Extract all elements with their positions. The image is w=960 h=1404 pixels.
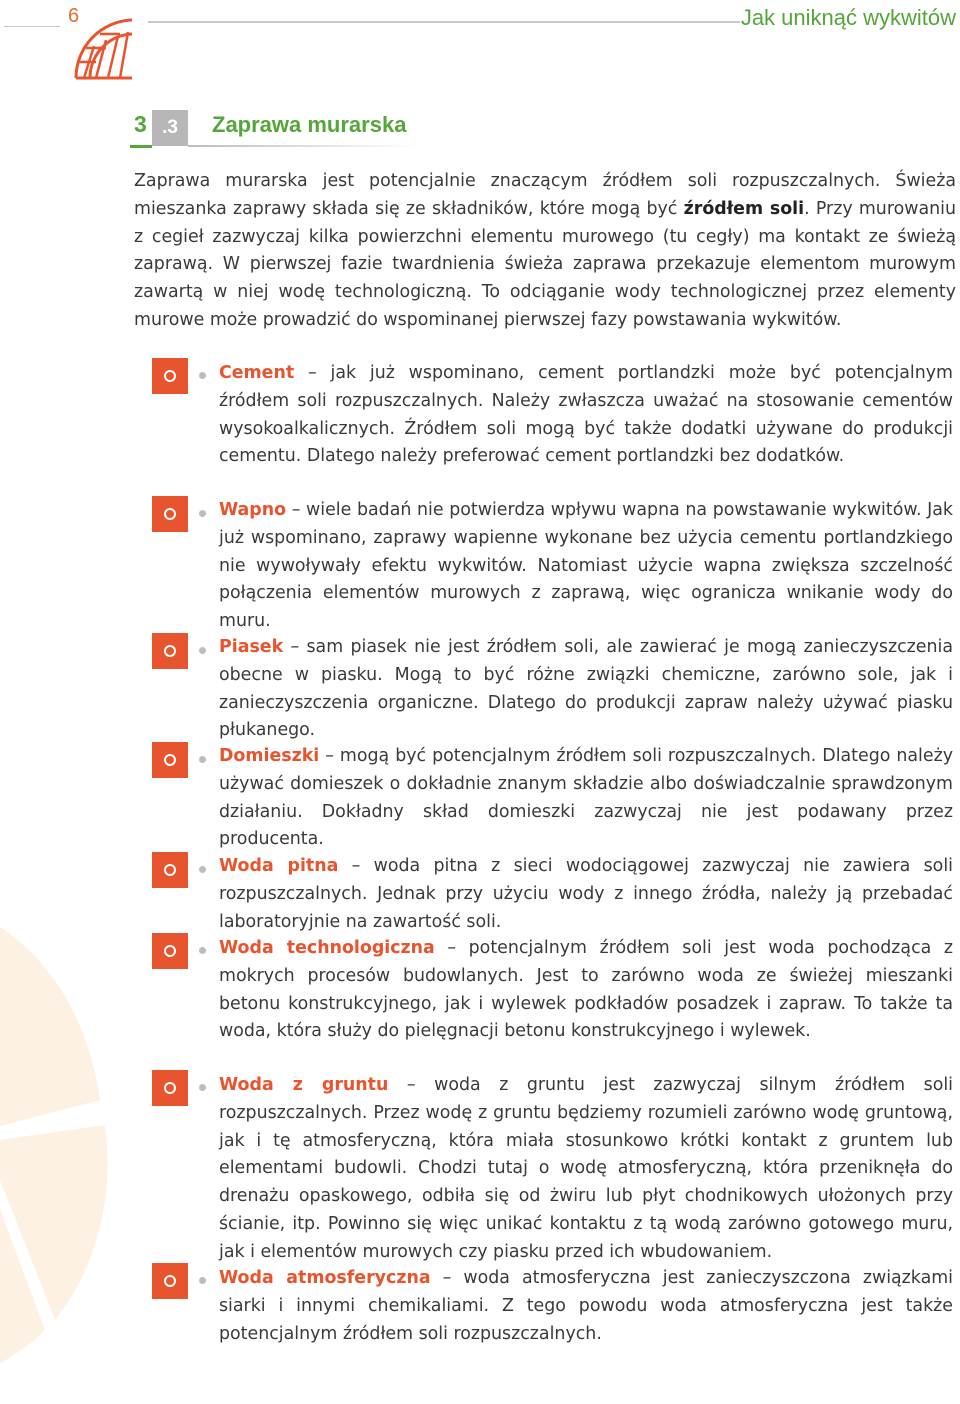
bullet-marker-icon (152, 742, 188, 778)
list-item-description: – woda pitna z sieci wodociągowej zazwyczaj nie zawiera soli rozpuszczalnych. Jednak przy użyciu wody z innego źródła, należy ją przebadać laboratoryjnie na zawartość soli. (219, 856, 953, 932)
section-rule-grey (188, 145, 418, 147)
bullet-marker-icon (152, 1070, 188, 1106)
section-title: Zaprawa murarska (212, 112, 407, 137)
bullet-marker-icon (152, 358, 188, 394)
list-item-term: Domieszki (219, 746, 320, 766)
list-item-text (219, 634, 953, 745)
header-rule-left (4, 26, 60, 27)
bullet-marker-icon (152, 1263, 188, 1299)
list-item-description: – jak już wspominano, cement portlandzki może być potencjalnym źródłem soli rozpuszczalnych. Należy zwłaszcza uważać na stosowanie cementów wysokoalkalicznych. Źródłem soli mogą być także dodatki używane do produkcji cementu. Dlatego należy preferować cement portlandzki bez dodatków. (219, 363, 953, 467)
list-item-description: – woda z gruntu jest zazwyczaj silnym źródłem soli rozpuszczalnych. Przez wodę z gruntu będziemy rozumieli zarówno wodę gruntową, jak i tę atmosferyczną, która miała stosunkowo krótki kontakt z gruntem lub elementami budowli. Chodzi tutaj o wodę atmosferyczną, która przeniknęła do drenażu opaskowego, odbiła się od żwiru lub płyt chodnikowych ułożonych przy ścianie, itp. Powinno się więc unikać kontaktu z tą wodą zarówno gotowego muru, jak i elementów murowych czy piasku przed ich wbudowaniem. (219, 1075, 953, 1262)
section-subnumber: .3 (152, 110, 188, 146)
list-item-term: Wapno (219, 500, 287, 520)
section-rule-green (130, 145, 152, 148)
list-item-description: – wiele badań nie potwierdza wpływu wapna na powstawanie wykwitów. Jak już wspominano, zaprawy wapienne wykonane bez użycia cementu portlandzkiego nie wywoływały efektu wykwitów. Natomiast użycie wapna zwiększa szczelność połączenia elementów murowych z zaprawą, więc ogranicza wnikanie wody do muru. (219, 500, 953, 632)
list-item-term: Cement (219, 363, 295, 383)
bullet-dot-icon (199, 866, 206, 873)
list-item-text (219, 497, 953, 636)
bullet-marker-icon (152, 852, 188, 888)
list-item-term: Woda atmosferyczna (219, 1268, 431, 1288)
list-item-term: Woda pitna (219, 856, 339, 876)
list-item-description: – woda atmosferyczna jest zanieczyszczona związkami siarki i innymi chemikaliami. Z tego powodu woda atmosferyczna jest także potencjalnym źródłem soli rozpuszczalnych. (219, 1268, 953, 1344)
bullet-marker-icon (152, 496, 188, 532)
header-title: Jak uniknąć wykwitów (740, 5, 956, 30)
intro-text-1: Zaprawa murarska jest potencjalnie znaczącym źródłem soli rozpuszczalnych. Świeża mieszanka zaprawy składa się ze składników, które mogą być (134, 171, 956, 219)
section-number: 3 (134, 111, 147, 137)
list-item-term: Woda technologiczna (219, 938, 435, 958)
bullet-marker-icon (152, 933, 188, 969)
bullet-dot-icon (199, 1084, 206, 1091)
list-item-description: – potencjalnym źródłem soli jest woda pochodząca z mokrych procesów budowlanych. Jest to zarówno woda ze świeżej mieszanki betonu konstrukcyjnego, jak i wylewek podkładów posadzek i zapraw. To także ta woda, która służy do pielęgnacji betonu konstrukcyjnego i wylewek. (219, 938, 953, 1042)
bullet-dot-icon (199, 510, 206, 517)
list-item-text (219, 743, 953, 854)
intro-text-2: . Przy murowaniu z cegieł zazwyczaj kilka powierzchni elementu murowego (tu cegły) ma kontakt ze świeżą zaprawą. W pierwszej fazie twardnienia świeża zaprawa przekazuje elementom murowym zawartą w niej wodę technologiczną. To odciąganie wody technologicznej przez elementy murowe może prowadzić do wspominanej pierwszej fazy powstawania wykwitów. (134, 198, 956, 330)
page-number: 6 (68, 5, 80, 27)
intro-bold: źródłem soli (683, 198, 805, 219)
list-item-text (219, 360, 953, 471)
watermark-graphic (0, 880, 125, 1400)
bullet-dot-icon (199, 756, 206, 763)
bullet-dot-icon (199, 647, 206, 654)
list-item-description: – sam piasek nie jest źródłem soli, ale zawierać je mogą zanieczyszczenia obecne w piasku. Mogą to być różne związki chemiczne, zarówno sole, jak i zanieczyszczenia organiczne. Dlatego do produkcji zapraw należy używać piasku płukanego. (219, 637, 953, 741)
list-item-text (219, 1265, 953, 1348)
list-item-description: – mogą być potencjalnym źródłem soli rozpuszczalnych. Dlatego należy używać domieszek o dokładnie znanym składzie albo doświadczalnie sprawdzonym działaniu. Dokładny skład domieszki zazwyczaj nie jest podawany przez producenta. (219, 746, 953, 850)
list-item-text (219, 935, 953, 1046)
bullet-marker-icon (152, 633, 188, 669)
bullet-dot-icon (199, 1277, 206, 1284)
list-item-term: Piasek (219, 637, 284, 657)
bullet-dot-icon (199, 947, 206, 954)
list-item-text (219, 853, 953, 936)
list-item-text (219, 1072, 953, 1267)
header-rule-right (148, 21, 740, 23)
logo-icon (66, 8, 140, 84)
intro-paragraph (134, 168, 956, 335)
bullet-dot-icon (199, 372, 206, 379)
list-item-term: Woda z gruntu (219, 1075, 389, 1095)
